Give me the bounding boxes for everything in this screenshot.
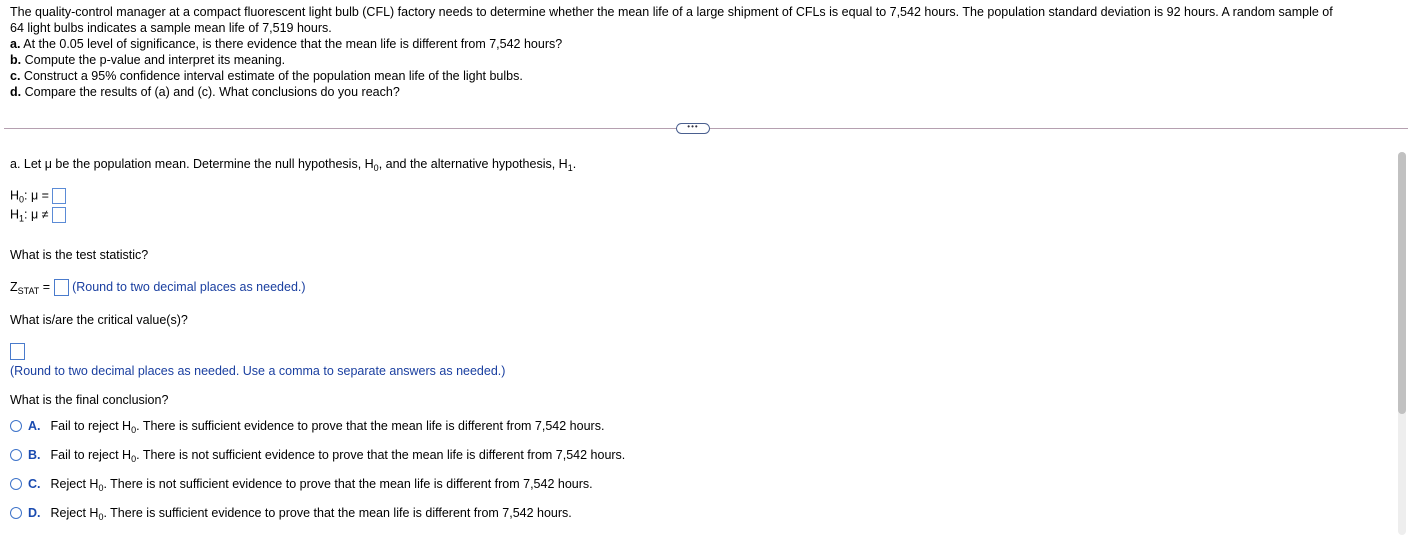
zstat-input[interactable]	[54, 279, 69, 296]
critical-value-hint: (Round to two decimal places as needed. Use a comma to separate answers as needed.)	[10, 364, 506, 378]
answer-area	[10, 150, 1394, 535]
alt-hypothesis-row: $H_1$: μ ≠	[10, 207, 66, 223]
conclusion-question: What is the final conclusion?	[10, 393, 169, 407]
question-intro-line2: 64 light bulbs indicates a sample mean life of 7,519 hours.	[10, 21, 332, 35]
critical-value-question: What is/are the critical value(s)?	[10, 313, 188, 327]
question-text	[10, 4, 1400, 100]
radio-d-icon[interactable]	[10, 507, 22, 519]
test-statistic-question: What is the test statistic?	[10, 248, 149, 262]
conclusion-option-c[interactable]: C. Reject $H_0$. There is not sufficient evidence to prove that the mean life is different from 7,542 hours.	[10, 477, 593, 493]
null-hypothesis-row: $H_0$: μ =	[10, 188, 66, 204]
zstat-row: $Z_{STAT}$ = (Round to two decimal places as needed.)	[10, 279, 306, 296]
expand-more-button[interactable]: •••	[676, 123, 710, 134]
part-a-prompt: a. Let μ be the population mean. Determine the null hypothesis, $H_0$, and the alternative hypothesis, $H_1$.	[10, 157, 577, 173]
vertical-scrollbar[interactable]	[1398, 152, 1406, 535]
question-part-c: c. Construct a 95% confidence interval estimate of the population mean life of the light bulbs.	[10, 69, 523, 83]
critical-value-input-row	[10, 343, 25, 360]
null-hypothesis-input[interactable]	[52, 188, 66, 204]
radio-c-icon[interactable]	[10, 478, 22, 490]
question-part-b: b. Compute the p-value and interpret its meaning.	[10, 53, 286, 67]
conclusion-option-b[interactable]: B. Fail to reject $H_0$. There is not sufficient evidence to prove that the mean life is different from 7,542 hours.	[10, 448, 625, 464]
radio-a-icon[interactable]	[10, 420, 22, 432]
question-intro-line1: The quality-control manager at a compact fluorescent light bulb (CFL) factory needs to determine whether the mean life of a large shipment of CFLs is equal to 7,542 hours. The population standard deviation is 92 hours. A random sample of	[10, 5, 1333, 19]
question-part-d: d. Compare the results of (a) and (c). What conclusions do you reach?	[10, 85, 400, 99]
scrollbar-thumb[interactable]	[1398, 152, 1406, 414]
zstat-hint: (Round to two decimal places as needed.)	[72, 279, 306, 294]
question-part-a: a. At the 0.05 level of significance, is there evidence that the mean life is different from 7,542 hours?	[10, 37, 563, 51]
alt-hypothesis-input[interactable]	[52, 207, 66, 223]
critical-value-input[interactable]	[10, 343, 25, 360]
conclusion-option-d[interactable]: D. Reject $H_0$. There is sufficient evidence to prove that the mean life is different from 7,542 hours.	[10, 506, 572, 522]
conclusion-option-a[interactable]: A. Fail to reject $H_0$. There is sufficient evidence to prove that the mean life is different from 7,542 hours.	[10, 419, 604, 435]
radio-b-icon[interactable]	[10, 449, 22, 461]
